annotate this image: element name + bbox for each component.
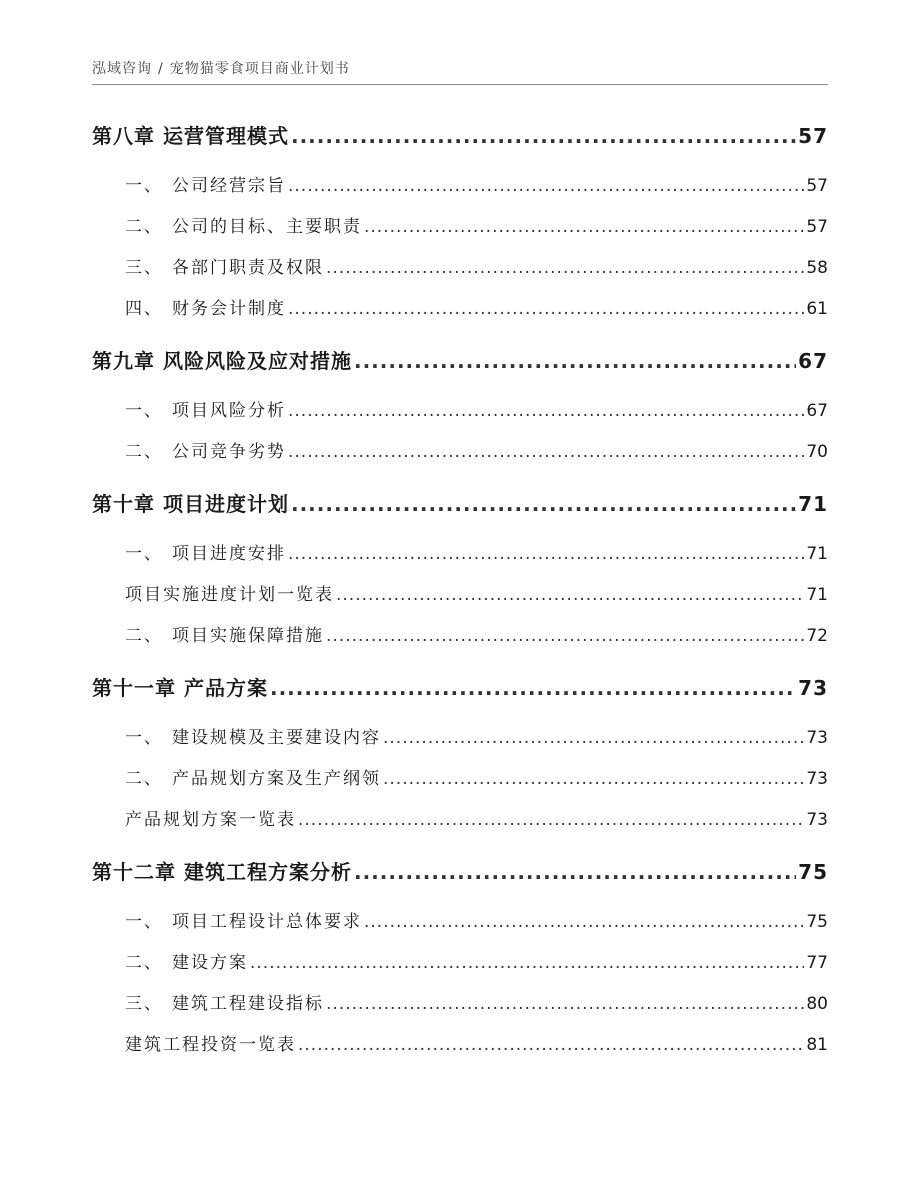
section-number: 二、	[125, 442, 163, 462]
dot-leader	[288, 166, 804, 207]
dot-leader	[336, 575, 804, 616]
section-number: 三、	[125, 258, 163, 278]
section-number: 一、	[125, 176, 163, 196]
section-number: 二、	[125, 769, 163, 789]
dot-leader	[291, 116, 796, 156]
toc-section[interactable]	[92, 616, 828, 657]
section-title: 公司经营宗旨	[172, 176, 286, 196]
chapter-title: 第十章 项目进度计划	[92, 492, 289, 516]
section-number: 一、	[125, 544, 163, 564]
document-title: 宠物猫零食项目商业计划书	[169, 61, 350, 77]
section-title: 建设方案	[172, 953, 248, 973]
toc-section[interactable]	[92, 248, 828, 289]
dot-leader	[383, 759, 804, 800]
page-number: 73	[798, 676, 828, 700]
dot-leader	[364, 902, 804, 943]
page-header	[92, 58, 828, 85]
dot-leader	[326, 248, 804, 289]
header-separator: /	[158, 61, 164, 77]
toc-table-entry[interactable]	[92, 800, 828, 841]
dot-leader	[288, 432, 804, 473]
toc-section[interactable]	[92, 534, 828, 575]
toc-section[interactable]	[92, 432, 828, 473]
table-title: 产品规划方案一览表	[125, 810, 296, 830]
dot-leader	[326, 984, 804, 1025]
page-number: 57	[806, 176, 828, 196]
section-title: 财务会计制度	[172, 299, 286, 319]
page-number: 57	[806, 217, 828, 237]
toc-section[interactable]	[92, 207, 828, 248]
toc-chapter-11[interactable]	[92, 668, 828, 708]
table-title: 项目实施进度计划一览表	[125, 585, 334, 605]
toc-section[interactable]	[92, 984, 828, 1025]
dot-leader	[326, 616, 804, 657]
page-number: 72	[806, 626, 828, 646]
dot-leader	[270, 668, 796, 708]
table-title: 建筑工程投资一览表	[125, 1035, 296, 1055]
dot-leader	[383, 718, 804, 759]
toc-section[interactable]	[92, 166, 828, 207]
page-number: 73	[806, 769, 828, 789]
page-number: 80	[806, 994, 828, 1014]
toc-section[interactable]	[92, 902, 828, 943]
section-title: 建筑工程建设指标	[172, 994, 324, 1014]
section-number: 一、	[125, 401, 163, 421]
page-number: 67	[806, 401, 828, 421]
chapter-title: 第八章 运营管理模式	[92, 124, 289, 148]
section-number: 三、	[125, 994, 163, 1014]
toc-table-entry[interactable]	[92, 1025, 828, 1066]
section-title: 产品规划方案及生产纲领	[172, 769, 381, 789]
page-number: 67	[798, 349, 828, 373]
dot-leader	[291, 484, 796, 524]
dot-leader	[298, 1025, 804, 1066]
section-number: 二、	[125, 626, 163, 646]
page-number: 70	[806, 442, 828, 462]
table-of-contents	[92, 116, 828, 1066]
page-number: 71	[806, 544, 828, 564]
page-number: 77	[806, 953, 828, 973]
toc-section[interactable]	[92, 943, 828, 984]
toc-section[interactable]	[92, 718, 828, 759]
dot-leader	[364, 207, 804, 248]
dot-leader	[298, 800, 804, 841]
page-number: 81	[806, 1035, 828, 1055]
toc-section[interactable]	[92, 289, 828, 330]
toc-section[interactable]	[92, 391, 828, 432]
dot-leader	[288, 289, 804, 330]
page-number: 75	[798, 860, 828, 884]
section-title: 公司的目标、主要职责	[172, 217, 362, 237]
page-number: 73	[806, 810, 828, 830]
section-number: 二、	[125, 953, 163, 973]
dot-leader	[288, 534, 804, 575]
section-number: 二、	[125, 217, 163, 237]
section-title: 各部门职责及权限	[172, 258, 324, 278]
toc-chapter-8[interactable]	[92, 116, 828, 156]
dot-leader	[288, 391, 804, 432]
section-title: 项目实施保障措施	[172, 626, 324, 646]
section-number: 一、	[125, 912, 163, 932]
section-title: 公司竞争劣势	[172, 442, 286, 462]
page-number: 58	[806, 258, 828, 278]
section-title: 项目工程设计总体要求	[172, 912, 362, 932]
chapter-title: 第九章 风险风险及应对措施	[92, 349, 352, 373]
page-number: 73	[806, 728, 828, 748]
toc-section[interactable]	[92, 759, 828, 800]
toc-table-entry[interactable]	[92, 575, 828, 616]
page-number: 61	[806, 299, 828, 319]
toc-chapter-9[interactable]	[92, 341, 828, 381]
company-name: 泓域咨询	[92, 61, 152, 77]
dot-leader	[354, 852, 796, 892]
chapter-title: 第十一章 产品方案	[92, 676, 268, 700]
page-number: 71	[806, 585, 828, 605]
dot-leader	[354, 341, 796, 381]
section-number: 一、	[125, 728, 163, 748]
section-title: 项目风险分析	[172, 401, 286, 421]
page-number: 57	[798, 124, 828, 148]
section-title: 项目进度安排	[172, 544, 286, 564]
page-number: 71	[798, 492, 828, 516]
toc-chapter-10[interactable]	[92, 484, 828, 524]
chapter-title: 第十二章 建筑工程方案分析	[92, 860, 352, 884]
toc-chapter-12[interactable]	[92, 852, 828, 892]
dot-leader	[250, 943, 804, 984]
page-number: 75	[806, 912, 828, 932]
section-title: 建设规模及主要建设内容	[172, 728, 381, 748]
section-number: 四、	[125, 299, 163, 319]
